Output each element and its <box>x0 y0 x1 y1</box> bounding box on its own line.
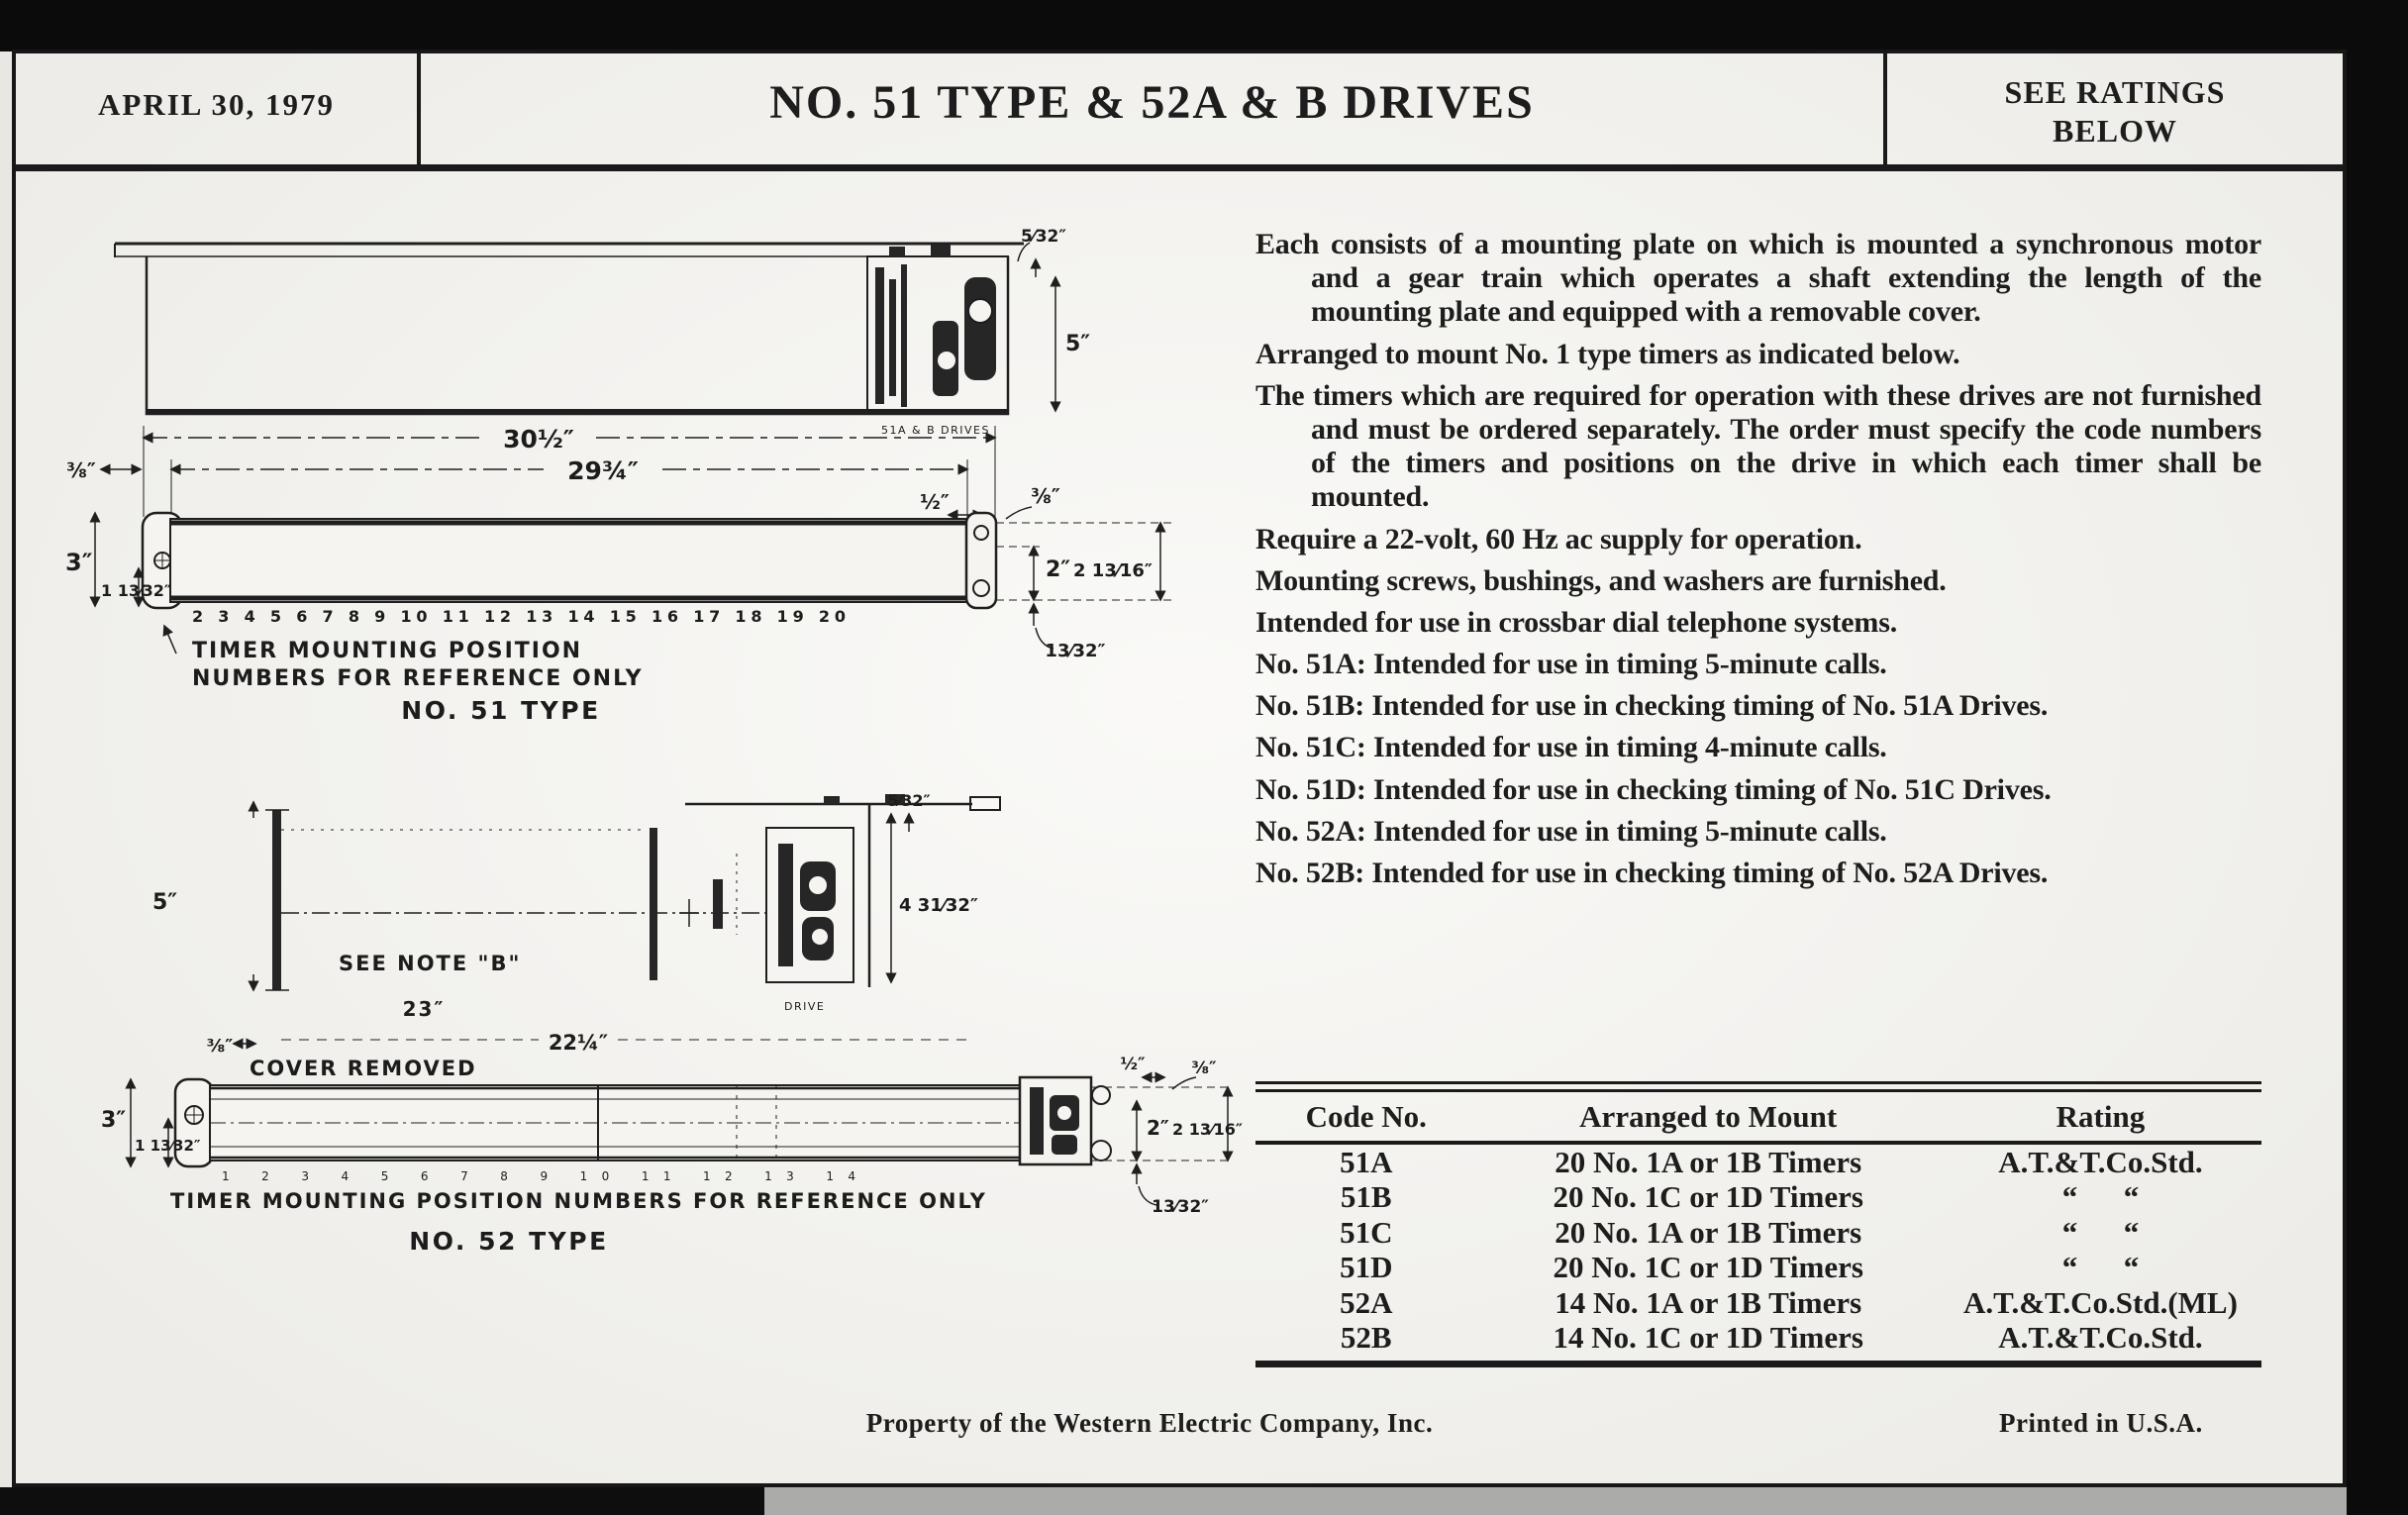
paragraph: No. 51A: Intended for use in timing 5-minute calls. <box>1255 648 1887 681</box>
table-row <box>1255 1143 2261 1179</box>
scan-band-top <box>0 0 2408 51</box>
table-row <box>1255 1320 2261 1364</box>
fig52-drive-label: DRIVE <box>784 1000 826 1013</box>
page-title: NO. 51 TYPE & 52A & B DRIVES <box>421 53 1887 164</box>
fig51-dim-overall: 30½″ <box>503 425 574 454</box>
fig51-top-dim-cover-offset: 5⁄32″ <box>1021 227 1066 247</box>
ratings-table-wrap <box>1255 1081 2261 1367</box>
fig52-dim-cover: 22¼″ <box>548 1031 609 1055</box>
table-row <box>1255 1215 2261 1250</box>
fig51-motor-assembly <box>867 245 1008 411</box>
table-row <box>1255 1250 2261 1284</box>
column-header-rating: Rating <box>1940 1091 2261 1144</box>
fig51-front-view <box>65 425 1172 725</box>
fig51-note-line1: TIMER MOUNTING POSITION <box>192 639 583 663</box>
ratings-note <box>1887 53 2343 164</box>
fig52-dim-shaft: 23″ <box>402 997 446 1021</box>
fig52-dim-end-half: ½″ <box>1120 1055 1146 1074</box>
fig51-dim-end-half: ½″ <box>920 490 950 514</box>
mount-cell: 14 No. 1A or 1B Timers <box>1555 1284 1862 1320</box>
fig52-dim-plate-large: 2 13⁄16″ <box>1172 1120 1244 1139</box>
fig51-note-line2: NUMBERS FOR REFERENCE ONLY <box>192 666 644 691</box>
code-cell: 52B <box>1255 1320 1477 1364</box>
rating-cell: A.T.&T.Co.Std. <box>1998 1145 2203 1179</box>
fig52-dim-end-offset: ⅜″ <box>1191 1059 1217 1078</box>
fig51-dim-end-offset: ⅜″ <box>1031 484 1060 508</box>
paragraph: Require a 22-volt, 60 Hz ac supply for operation. <box>1255 522 1862 556</box>
fig51-dim-left-height: 3″ <box>65 549 93 576</box>
ratings-note-line2: BELOW <box>2053 113 2177 150</box>
fig51-dim-bottom: 13⁄32″ <box>1045 641 1106 661</box>
fig52-side-dim-height: 5″ <box>152 890 178 915</box>
paragraph: The timers which are required for operation with these drives are not furnished and must be ordered separately. The order must specify the code numbers of the timers and positions on the drive in which each timer shall be mounted. <box>1255 378 2261 514</box>
paragraph: No. 51D: Intended for use in checking timing of No. 51C Drives. <box>1255 772 2052 806</box>
rating-cell: “ “ <box>2061 1179 2140 1215</box>
fig52-front-view <box>101 1055 1243 1256</box>
fig52-position-numbers: 1 2 3 4 5 6 7 8 9 10 11 12 13 14 <box>222 1169 855 1183</box>
code-cell: 52A <box>1340 1284 1393 1320</box>
column-header-code: Code No. <box>1255 1091 1477 1144</box>
fig52-caption: NO. 52 TYPE <box>409 1227 609 1256</box>
fig51-dim-left-hole: 1 13⁄32″ <box>101 581 172 600</box>
document-page <box>12 50 2347 1487</box>
fig52-cover-removed-label: COVER REMOVED <box>250 1057 477 1080</box>
paragraph: No. 51B: Intended for use in checking timing of No. 51A Drives. <box>1255 689 2049 723</box>
fig51-dim-left-offset: ⅜″ <box>66 458 96 482</box>
ratings-note-line1: SEE RATINGS <box>2004 74 2226 110</box>
fig52-dim-left-hole: 1 13⁄32″ <box>135 1137 201 1155</box>
fig51-dim-mounting: 29¾″ <box>567 456 639 485</box>
fig52-dim-plate-small: 2″ <box>1147 1116 1169 1140</box>
table-row <box>1255 1179 2261 1214</box>
paragraph: Each consists of a mounting plate on which is mounted a synchronous motor and a gear train which operates a shaft extending the length of the mounting plate and equipped with a removable cover. <box>1255 228 2261 329</box>
fig52-front-drive-end <box>1020 1077 1111 1164</box>
paragraph: Intended for use in crossbar dial telephone systems. <box>1255 605 1897 639</box>
fig51-top-view <box>115 227 1090 437</box>
scan-band-right <box>2347 0 2408 1515</box>
description-column <box>1255 228 2261 1356</box>
scan-band-bottom-black <box>0 1487 764 1515</box>
rating-cell: “ “ <box>2061 1250 2140 1285</box>
ratings-table <box>1255 1089 2261 1367</box>
paragraph: No. 52B: Intended for use in checking timing of No. 52A Drives. <box>1255 857 2049 889</box>
code-cell: 51A <box>1340 1145 1393 1179</box>
table-row <box>1255 1285 2261 1320</box>
fig51-position-numbers: 2 3 4 5 6 7 8 9 10 11 12 13 14 15 16 17 18 19 20 <box>192 607 846 626</box>
fig52-see-note-label: SEE NOTE "B" <box>339 952 522 975</box>
mount-cell: 20 No. 1A or 1B Timers <box>1555 1145 1862 1179</box>
fig52-dim-left-height: 3″ <box>101 1108 127 1133</box>
footer-property-notice: Property of the Western Electric Company, Inc. <box>865 1408 1434 1438</box>
fig51-caption: NO. 51 TYPE <box>401 696 601 725</box>
paragraph: Arranged to mount No. 1 type timers as indicated below. <box>1255 337 1960 370</box>
fig52-note: TIMER MOUNTING POSITION NUMBERS FOR REFERENCE ONLY <box>170 1189 987 1213</box>
fig52-drive-assembly <box>766 804 869 987</box>
drive-drawings <box>44 220 1252 1269</box>
code-cell: 51D <box>1340 1250 1393 1285</box>
fig51-top-subcaption: 51A & B DRIVES <box>881 424 990 437</box>
fig51-top-dim-height: 5″ <box>1065 332 1091 356</box>
fig52-side-dim-top-offset: 5⁄32″ <box>887 791 931 810</box>
mount-cell: 20 No. 1A or 1B Timers <box>1555 1214 1862 1250</box>
column-header-mount: Arranged to Mount <box>1477 1091 1940 1144</box>
scan-band-bottom-gray <box>764 1487 2347 1515</box>
code-cell: 51C <box>1340 1214 1393 1250</box>
fig51-dim-plate-small: 2″ <box>1046 557 1071 582</box>
fig52-side-view <box>152 791 1000 1080</box>
mount-cell: 20 No. 1C or 1D Timers <box>1553 1179 1863 1215</box>
paragraph: No. 52A: Intended for use in timing 5-minute calls. <box>1255 814 1887 848</box>
document-date: APRIL 30, 1979 <box>16 53 421 164</box>
fig52-dim-bottom: 13⁄32″ <box>1152 1197 1209 1217</box>
footer-printed-notice: Printed in U.S.A. <box>1999 1408 2203 1438</box>
rating-cell: A.T.&T.Co.Std. <box>1940 1320 2261 1364</box>
masthead <box>16 53 2343 171</box>
paragraph: No. 51C: Intended for use in timing 4-minute calls. <box>1255 731 1887 764</box>
fig52-side-dim-side-height: 4 31⁄32″ <box>899 895 978 916</box>
fig51-dim-plate-large: 2 13⁄16″ <box>1073 560 1153 581</box>
mount-cell: 14 No. 1C or 1D Timers <box>1477 1320 1940 1364</box>
rating-cell: “ “ <box>2061 1214 2140 1250</box>
paragraph: Mounting screws, bushings, and washers are furnished. <box>1255 563 1947 597</box>
rating-cell: A.T.&T.Co.Std.(ML) <box>1962 1284 2238 1320</box>
code-cell: 51B <box>1340 1179 1392 1215</box>
ratings-table-header-row <box>1255 1091 2261 1144</box>
fig52-dim-left-offset: ⅜″ <box>206 1036 234 1057</box>
mount-cell: 20 No. 1C or 1D Timers <box>1553 1250 1863 1285</box>
